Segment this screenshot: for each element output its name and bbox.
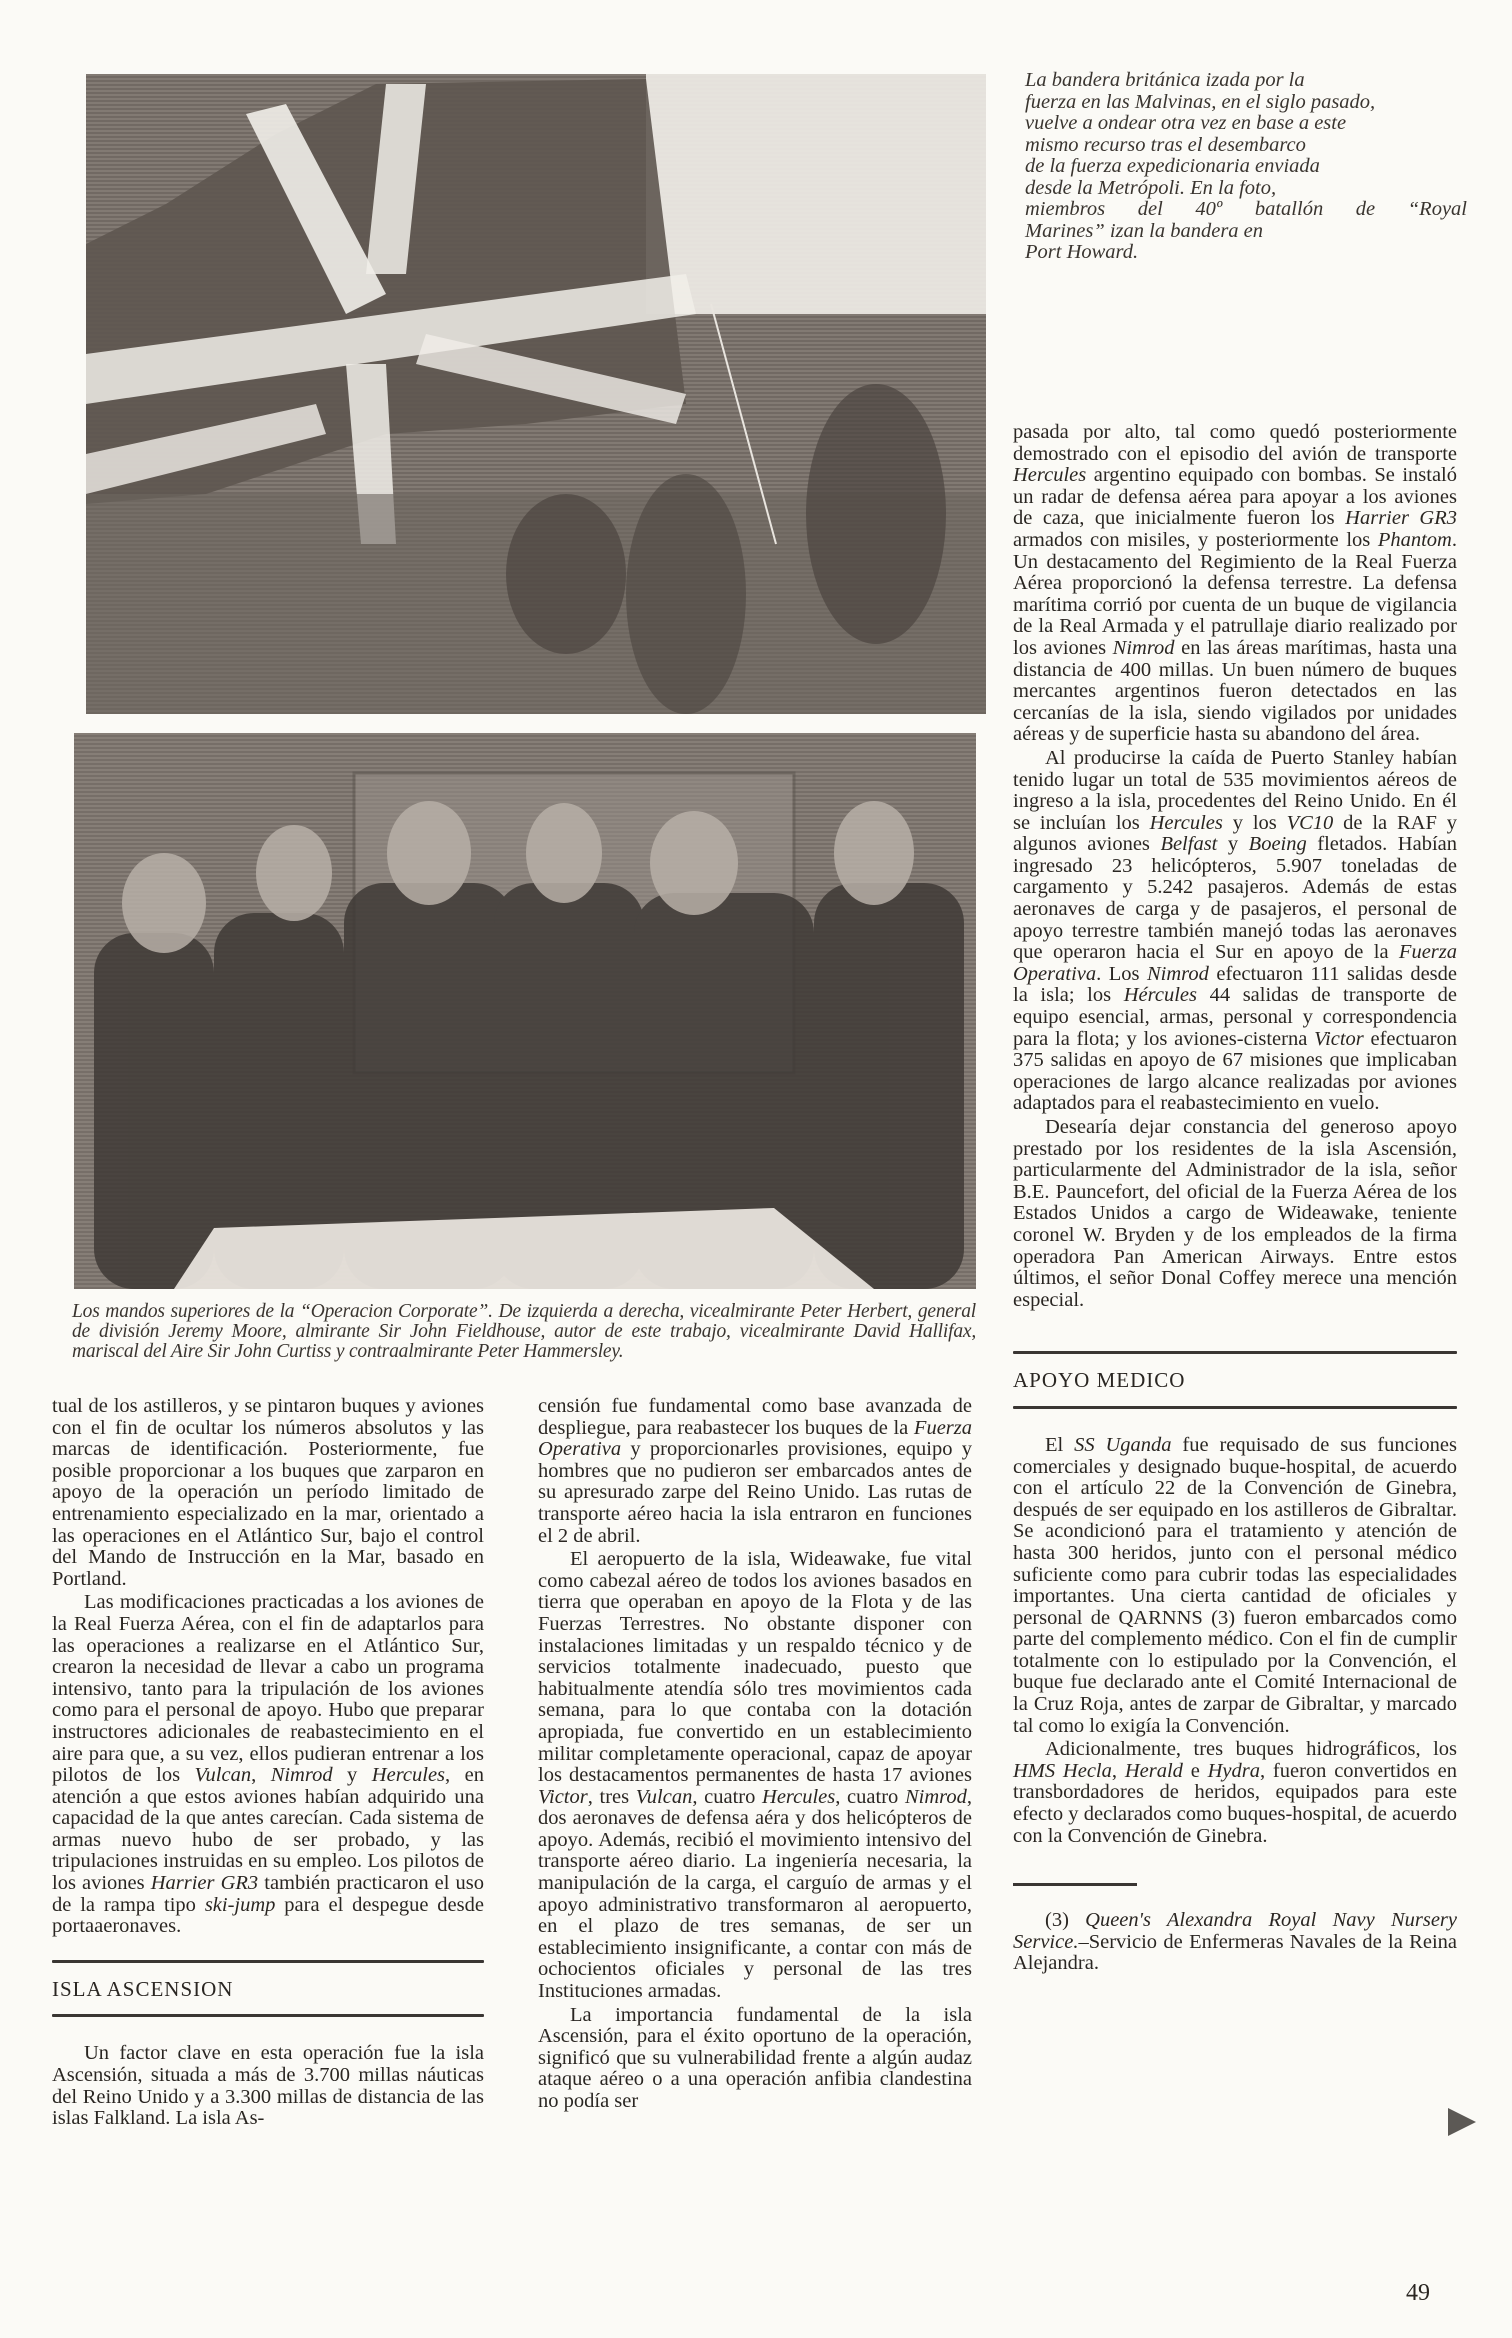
article-column-right bbox=[1013, 422, 1457, 1975]
caption-line: Marines” izan la bandera en bbox=[1025, 219, 1264, 242]
section-title: APOYO MEDICO bbox=[1013, 1368, 1186, 1393]
footnote-marker: (3) bbox=[1045, 1909, 1069, 1932]
section-rule-bottom bbox=[1013, 1406, 1457, 1409]
page-number: 49 bbox=[1406, 2280, 1430, 2306]
paragraph: La importancia fundamental de la isla Ascensión, para el éxito oportuno de la operación, significó que su vulnerabilidad frente a algún audaz ataque aéreo o a una operación anfibia clandestina no podía ser bbox=[538, 2003, 972, 2112]
footnote-italic-term: Queen's Alexandra Royal Navy Nursery Service. bbox=[1013, 1909, 1457, 1953]
paragraph: Desearía dejar constancia del generoso apoyo prestado por los residentes de la isla Ascensión, particularmente del Administrador de la isla, señor B.E. Pauncefort, del oficial de la Fuerza Aérea de los Estados Unidos a cargo de Wideawake, teniente coronel W. Bryden y de los empleados de la firma operadora Pan American Airways. Entre estos últimos, el señor Donal Coffey merece una mención especial. bbox=[1013, 1116, 1457, 1311]
footnote-rule bbox=[1013, 1883, 1137, 1886]
paragraph: Adicionalmente, tres buques hidrográficos, los HMS Hecla, Herald e Hydra, fueron convertidos en transbordadores de heridos, equipados para este efecto y declarados como buques-hospital, de acuerdo con la Convención de Ginebra. bbox=[1013, 1738, 1457, 1847]
caption-line: Port Howard. bbox=[1025, 241, 1139, 263]
photo-officers-map-table bbox=[74, 733, 976, 1289]
section-title: ISLA ASCENSION bbox=[52, 1976, 234, 2001]
caption-line: fuerza en las Malvinas, en el siglo pasado, bbox=[1025, 90, 1376, 113]
caption-line: La bandera británica izada por la bbox=[1025, 69, 1305, 91]
paragraph: El SS Uganda fue requisado de sus funciones comerciales y designado buque-hospital, de acuerdo con el artículo 22 de la Convención de Ginebra, después de ser equipado en los astilleros de Gibraltar. Se acondicionó para el tratamiento y atención de hasta 300 heridos, junto con el personal médico suficiente como para cubrir todas las especialidades importantes. Una cierta cantidad de oficiales y personal de QARNNS (3) fueron embarcados como parte del complemento médico. Con el fin de cumplir totalmente con lo estipulado por la Convención, el buque fue declarado ante el Comité Internacional de la Cruz Roja, antes de zarpar de Gibraltar, y marcado tal como lo exigía la Convención. bbox=[1013, 1433, 1457, 1737]
paragraph: pasada por alto, tal como quedó posteriormente demostrado con el episodio del avión de transporte Hercules argentino equipado con bombas. Se instaló un radar de defensa aérea para apoyar a los aviones de caza, que inicialmente fueron los Harrier GR3 armados con misiles, y posteriormente los Phantom. Un destacamento del Regimiento de la Real Fuerza Aérea proporcionó la defensa terrestre. La defensa marítima corrió por cuenta de un buque de vigilancia de la Real Armada y el patrullaje diario realizado por los aviones Nimrod en las áreas marítimas, hasta una distancia de 400 millas. Un buen número de buques mercantes argentinos fueron detectados en las cercanías de la isla, siendo vigilados por unidades aéreas y de superficie hasta su abandono del área. bbox=[1013, 421, 1458, 746]
photo-flag-raising bbox=[86, 74, 986, 714]
footnote-text: –Servicio de Enfermeras Navales de la Reina Alejandra. bbox=[1013, 1930, 1457, 1975]
officers-photo-graphic bbox=[74, 733, 976, 1289]
caption-line: vuelve a ondear otra vez en base a este bbox=[1025, 112, 1347, 134]
paragraph: censión fue fundamental como base avanzada de despliegue, para reabastecer los buques de la Fuerza Operativa y proporcionarles provisiones, equipo y hombres que no pudieron ser embarcados antes de su apresurado zarpe del Reino Unido. Las rutas de transporte aéreo hacia la isla entraron en funciones el 2 de abril. bbox=[538, 1395, 972, 1547]
section-heading-apoyo-medico bbox=[1013, 1351, 1457, 1409]
paragraph: El aeropuerto de la isla, Wideawake, fue vital como cabezal aéreo de todos los aviones basados en tierra que operaban en apoyo de la Flota y de las Fuerzas Terrestres. No obstante disponer con instalaciones limitadas y un respaldo técnico y de servicios totalmente inadecuado, puesto que habitualmente atendía sólo tres movimientos cada semana, para lo que contaba con la dotación apropiada, fue convertido en un establecimiento militar completamente operacional, capaz de apoyar los destacamentos permanentes de hasta 17 aviones Victor, tres Vulcan, cuatro Hercules, cuatro Nimrod, dos aeronaves de defensa aéra y dos helicópteros de apoyo. Además, recibió el movimiento intensivo del transporte aéreo diario. La ingeniería necesaria, la manipulación de la carga, el carguío de armas y el apoyo administrativo transformaron al aeropuerto, en el plazo de tres semanas, de ser un establecimiento insignificante, a contar con más de ochocientos oficiales y personal de las tres Instituciones armadas. bbox=[538, 1548, 972, 2003]
paragraph: Un factor clave en esta operación fue la isla Ascensión, situada a más de 3.700 millas náuticas del Reino Unido y a 3.300 millas de distancia de las islas Falkland. La isla As- bbox=[52, 2042, 484, 2130]
paragraph: Al producirse la caída de Puerto Stanley habían tenido lugar un total de 535 movimientos aéreos de ingreso a la isla, procedentes del Reino Unido. En él se incluían los Hercules y los VC10 de la RAF y algunos aviones Belfast y Boeing fletados. Habían ingresado 23 helicópteros, 5.907 toneladas de cargamento y 5.242 pasajeros. Además de estas aeronaves de carga y de pasajeros, el personal de apoyo terrestre también manejó todas las aeronaves que operaron hacia el Sur en apoyo de la Fuerza Operativa. Los Nimrod efectuaron 111 salidas desde la isla; los Hércules 44 salidas de transporte de equipo esencial, armas, personal y correspondencia para la flota; y los aviones-cisterna Victor efectuaron 375 salidas en apoyo de 67 misiones que implicaban operaciones de largo alcance realizadas por aviones adaptados para el reabastecimiento en vuelo. bbox=[1013, 746, 1458, 1115]
caption-line: miembros del 40º batallón de “Royal bbox=[1025, 198, 1467, 220]
section-rule-bottom bbox=[52, 2014, 484, 2017]
flag-photo-caption bbox=[1025, 70, 1467, 264]
officers-photo-caption: Los mandos superiores de la “Operacion Corporate”. De izquierda a derecha, vicealmirante Peter Herbert, general de división Jeremy Moore, almirante Sir John Fieldhouse, autor de este trabajo, vicealmirante David Hallifax, mariscal del Aire Sir John Curtiss y contraalmirante Peter Hammersley. bbox=[72, 1301, 976, 1362]
caption-line: desde la Metrópoli. En la foto, bbox=[1025, 176, 1277, 199]
article-column-middle bbox=[538, 1396, 972, 2113]
paragraph: tual de los astilleros, y se pintaron buques y aviones con el fin de ocultar los números absolutos y las marcas de identificación. Posteriormente, fue posible proporcionar a los buques que zarparon en apoyo de la operación un período limitado de entrenamiento especializado en la mar, orientado a las operaciones en el Atlántico Sur, bajo el control del Mando de Instrucción en la Mar, basado en Portland. bbox=[52, 1395, 484, 1590]
paragraph: Las modificaciones practicadas a los aviones de la Real Fuerza Aérea, con el fin de adaptarlos para las operaciones a realizarse en el Atlántico Sur, crearon la necesidad de llevar a cabo un programa intensivo, tanto para la tripulación de los aviones como para el personal de apoyo. Hubo que preparar instructores adicionales de reabastecimiento en el aire para que, a su vez, ellos pudieran entrenar a los pilotos de los Vulcan, Nimrod y Hercules, en atención a que estos aviones habían adquirido una capacidad de la que antes carecían. Cada sistema de armas nuevo hubo de ser probado, y las tripulaciones instruidas en su empleo. Los pilotos de los aviones Harrier GR3 también practicaron el uso de la rampa tipo ski-jump para el despegue desde portaaeronaves. bbox=[52, 1591, 485, 1938]
footnote bbox=[1013, 1910, 1457, 1975]
continue-arrow-icon bbox=[1448, 2108, 1476, 2136]
flag-photo-graphic bbox=[86, 74, 986, 714]
caption-line: mismo recurso tras el desembarco bbox=[1025, 133, 1306, 156]
caption-line: de la fuerza expedicionaria enviada bbox=[1025, 155, 1320, 177]
article-column-left bbox=[52, 1396, 484, 2130]
section-heading-isla-ascension bbox=[52, 1960, 484, 2018]
